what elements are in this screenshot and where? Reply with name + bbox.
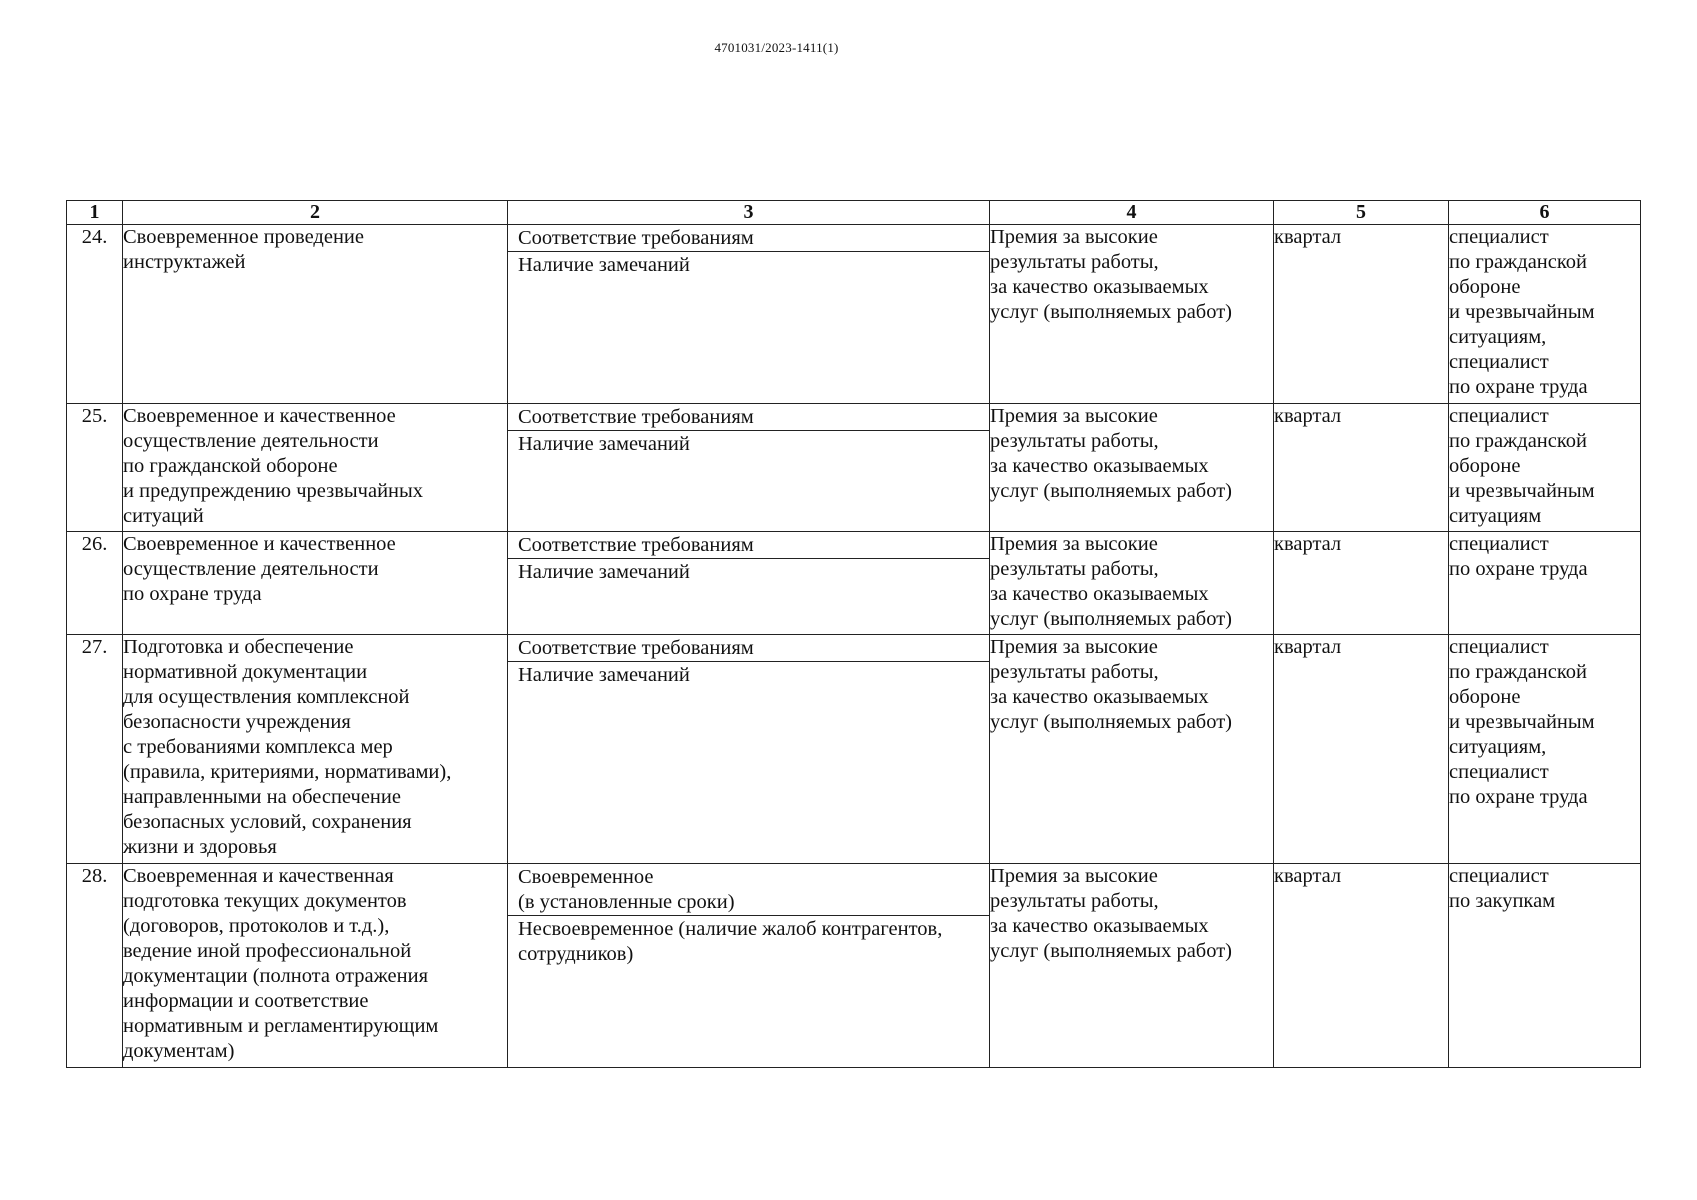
responsible-line: по охране труда: [1449, 786, 1588, 808]
header-col-1: 1: [67, 201, 123, 225]
criteria-positive: [508, 864, 989, 916]
criteria-positive-line: Соответствие требованиям: [518, 227, 754, 249]
indicator-line: Своевременное проведение: [123, 226, 365, 248]
indicator-line: нормативным и регламентирующим: [123, 1015, 439, 1037]
period-cell: квартал: [1274, 532, 1449, 635]
criteria-negative-line: Наличие замечаний: [518, 664, 690, 686]
indicator-line: для осуществления комплексной: [123, 686, 410, 708]
reward-line: за качество оказываемых: [990, 583, 1209, 605]
indicator-line: жизни и здоровья: [123, 836, 277, 858]
header-col-6: 6: [1449, 201, 1641, 225]
indicator-cell: [123, 635, 508, 864]
criteria-cell: [508, 532, 990, 635]
criteria-positive-line: Соответствие требованиям: [518, 406, 754, 428]
criteria-positive-line: Соответствие требованиям: [518, 637, 754, 659]
reward-line: результаты работы,: [990, 430, 1159, 452]
row-number: 24.: [67, 225, 123, 404]
responsible-cell: [1449, 532, 1641, 635]
responsible-line: по гражданской: [1449, 430, 1588, 452]
period-cell: квартал: [1274, 864, 1449, 1068]
criteria-positive: [508, 532, 989, 559]
criteria-negative-line: Наличие замечаний: [518, 433, 690, 455]
criteria-cell: [508, 635, 990, 864]
indicator-cell: [123, 532, 508, 635]
header-col-3: 3: [508, 201, 990, 225]
indicator-cell: [123, 404, 508, 532]
row-number: 27.: [67, 635, 123, 864]
indicator-line: информации и соответствие: [123, 990, 369, 1012]
row-number: 25.: [67, 404, 123, 532]
responsible-line: специалист: [1449, 761, 1549, 783]
reward-line: Премия за высокие: [990, 533, 1158, 555]
responsible-line: ситуациям,: [1449, 736, 1547, 758]
table-body: [67, 225, 1641, 1068]
reward-line: Премия за высокие: [990, 226, 1158, 248]
reward-cell: [990, 635, 1274, 864]
reward-line: Премия за высокие: [990, 865, 1158, 887]
header-col-5: 5: [1274, 201, 1449, 225]
table-row: [67, 532, 1641, 635]
indicator-cell: [123, 225, 508, 404]
indicator-line: Подготовка и обеспечение: [123, 636, 354, 658]
criteria-negative: [508, 916, 989, 967]
responsible-line: и чрезвычайным: [1449, 480, 1595, 502]
indicator-line: осуществление деятельности: [123, 430, 379, 452]
criteria-negative-line: Несвоевременное (наличие жалоб контрагентов,: [518, 918, 943, 940]
header-row: [67, 201, 1641, 225]
reward-line: услуг (выполняемых работ): [990, 608, 1232, 630]
reward-line: за качество оказываемых: [990, 455, 1209, 477]
responsible-cell: [1449, 404, 1641, 532]
responsible-line: специалист: [1449, 533, 1549, 555]
indicator-line: (правила, критериями, нормативами),: [123, 761, 452, 783]
indicator-line: и предупреждению чрезвычайных: [123, 480, 424, 502]
criteria-negative-line: сотрудников): [518, 943, 634, 965]
indicator-line: направленными на обеспечение: [123, 786, 401, 808]
criteria-negative: [508, 559, 989, 585]
criteria-positive-line: (в установленные сроки): [518, 891, 735, 913]
table-row: [67, 404, 1641, 532]
reward-line: услуг (выполняемых работ): [990, 940, 1232, 962]
reward-cell: [990, 532, 1274, 635]
responsible-cell: [1449, 225, 1641, 404]
indicator-line: Своевременное и качественное: [123, 405, 396, 427]
indicator-line: по гражданской обороне: [123, 455, 338, 477]
responsible-cell: [1449, 864, 1641, 1068]
responsible-line: ситуациям,: [1449, 326, 1547, 348]
reward-line: результаты работы,: [990, 661, 1159, 683]
reward-line: результаты работы,: [990, 890, 1159, 912]
table-row: [67, 635, 1641, 864]
responsible-line: и чрезвычайным: [1449, 301, 1595, 323]
indicator-cell: [123, 864, 508, 1068]
reward-line: результаты работы,: [990, 558, 1159, 580]
indicators-table: [66, 200, 1641, 1068]
reward-line: результаты работы,: [990, 251, 1159, 273]
responsible-line: по гражданской: [1449, 661, 1588, 683]
responsible-cell: [1449, 635, 1641, 864]
indicator-line: с требованиями комплекса мер: [123, 736, 393, 758]
reward-line: за качество оказываемых: [990, 915, 1209, 937]
responsible-line: специалист: [1449, 351, 1549, 373]
table-row: [67, 864, 1641, 1068]
row-number: 28.: [67, 864, 123, 1068]
indicator-line: документам): [123, 1040, 235, 1062]
responsible-line: специалист: [1449, 405, 1549, 427]
indicator-line: безопасности учреждения: [123, 711, 351, 733]
responsible-line: по охране труда: [1449, 558, 1588, 580]
reward-line: за качество оказываемых: [990, 686, 1209, 708]
reward-cell: [990, 864, 1274, 1068]
header-col-2: 2: [123, 201, 508, 225]
document-id: 4701031/2023-1411(1): [714, 40, 839, 55]
criteria-positive: [508, 404, 989, 431]
indicator-line: ведение иной профессиональной: [123, 940, 412, 962]
reward-line: услуг (выполняемых работ): [990, 301, 1232, 323]
indicator-line: ситуаций: [123, 505, 204, 527]
responsible-line: специалист: [1449, 636, 1549, 658]
criteria-positive: [508, 225, 989, 252]
criteria-negative: [508, 662, 989, 688]
responsible-line: обороне: [1449, 686, 1521, 708]
criteria-negative-line: Наличие замечаний: [518, 254, 690, 276]
criteria-positive: [508, 635, 989, 662]
criteria-positive-line: Своевременное: [518, 866, 654, 888]
criteria-negative-line: Наличие замечаний: [518, 561, 690, 583]
responsible-line: по охране труда: [1449, 376, 1588, 398]
responsible-line: специалист: [1449, 865, 1549, 887]
indicator-line: Своевременное и качественное: [123, 533, 396, 555]
period-cell: квартал: [1274, 225, 1449, 404]
reward-line: за качество оказываемых: [990, 276, 1209, 298]
criteria-negative: [508, 431, 989, 457]
reward-line: услуг (выполняемых работ): [990, 711, 1232, 733]
row-number: 26.: [67, 532, 123, 635]
criteria-cell: [508, 864, 990, 1068]
responsible-line: обороне: [1449, 455, 1521, 477]
responsible-line: специалист: [1449, 226, 1549, 248]
indicator-line: по охране труда: [123, 583, 262, 605]
header-col-4: 4: [990, 201, 1274, 225]
responsible-line: по закупкам: [1449, 890, 1556, 912]
responsible-line: и чрезвычайным: [1449, 711, 1595, 733]
criteria-positive-line: Соответствие требованиям: [518, 534, 754, 556]
indicator-line: безопасных условий, сохранения: [123, 811, 412, 833]
indicator-line: нормативной документации: [123, 661, 368, 683]
period-cell: квартал: [1274, 635, 1449, 864]
reward-line: Премия за высокие: [990, 636, 1158, 658]
indicator-line: подготовка текущих документов: [123, 890, 407, 912]
criteria-negative: [508, 252, 989, 278]
reward-cell: [990, 404, 1274, 532]
indicator-line: Своевременная и качественная: [123, 865, 394, 887]
responsible-line: ситуациям: [1449, 505, 1542, 527]
reward-line: Премия за высокие: [990, 405, 1158, 427]
criteria-cell: [508, 225, 990, 404]
reward-cell: [990, 225, 1274, 404]
table-row: [67, 225, 1641, 404]
indicator-line: документации (полнота отражения: [123, 965, 429, 987]
indicator-line: инструктажей: [123, 251, 246, 273]
indicator-line: (договоров, протоколов и т.д.),: [123, 915, 390, 937]
period-cell: квартал: [1274, 404, 1449, 532]
responsible-line: по гражданской: [1449, 251, 1588, 273]
criteria-cell: [508, 404, 990, 532]
responsible-line: обороне: [1449, 276, 1521, 298]
reward-line: услуг (выполняемых работ): [990, 480, 1232, 502]
indicator-line: осуществление деятельности: [123, 558, 379, 580]
